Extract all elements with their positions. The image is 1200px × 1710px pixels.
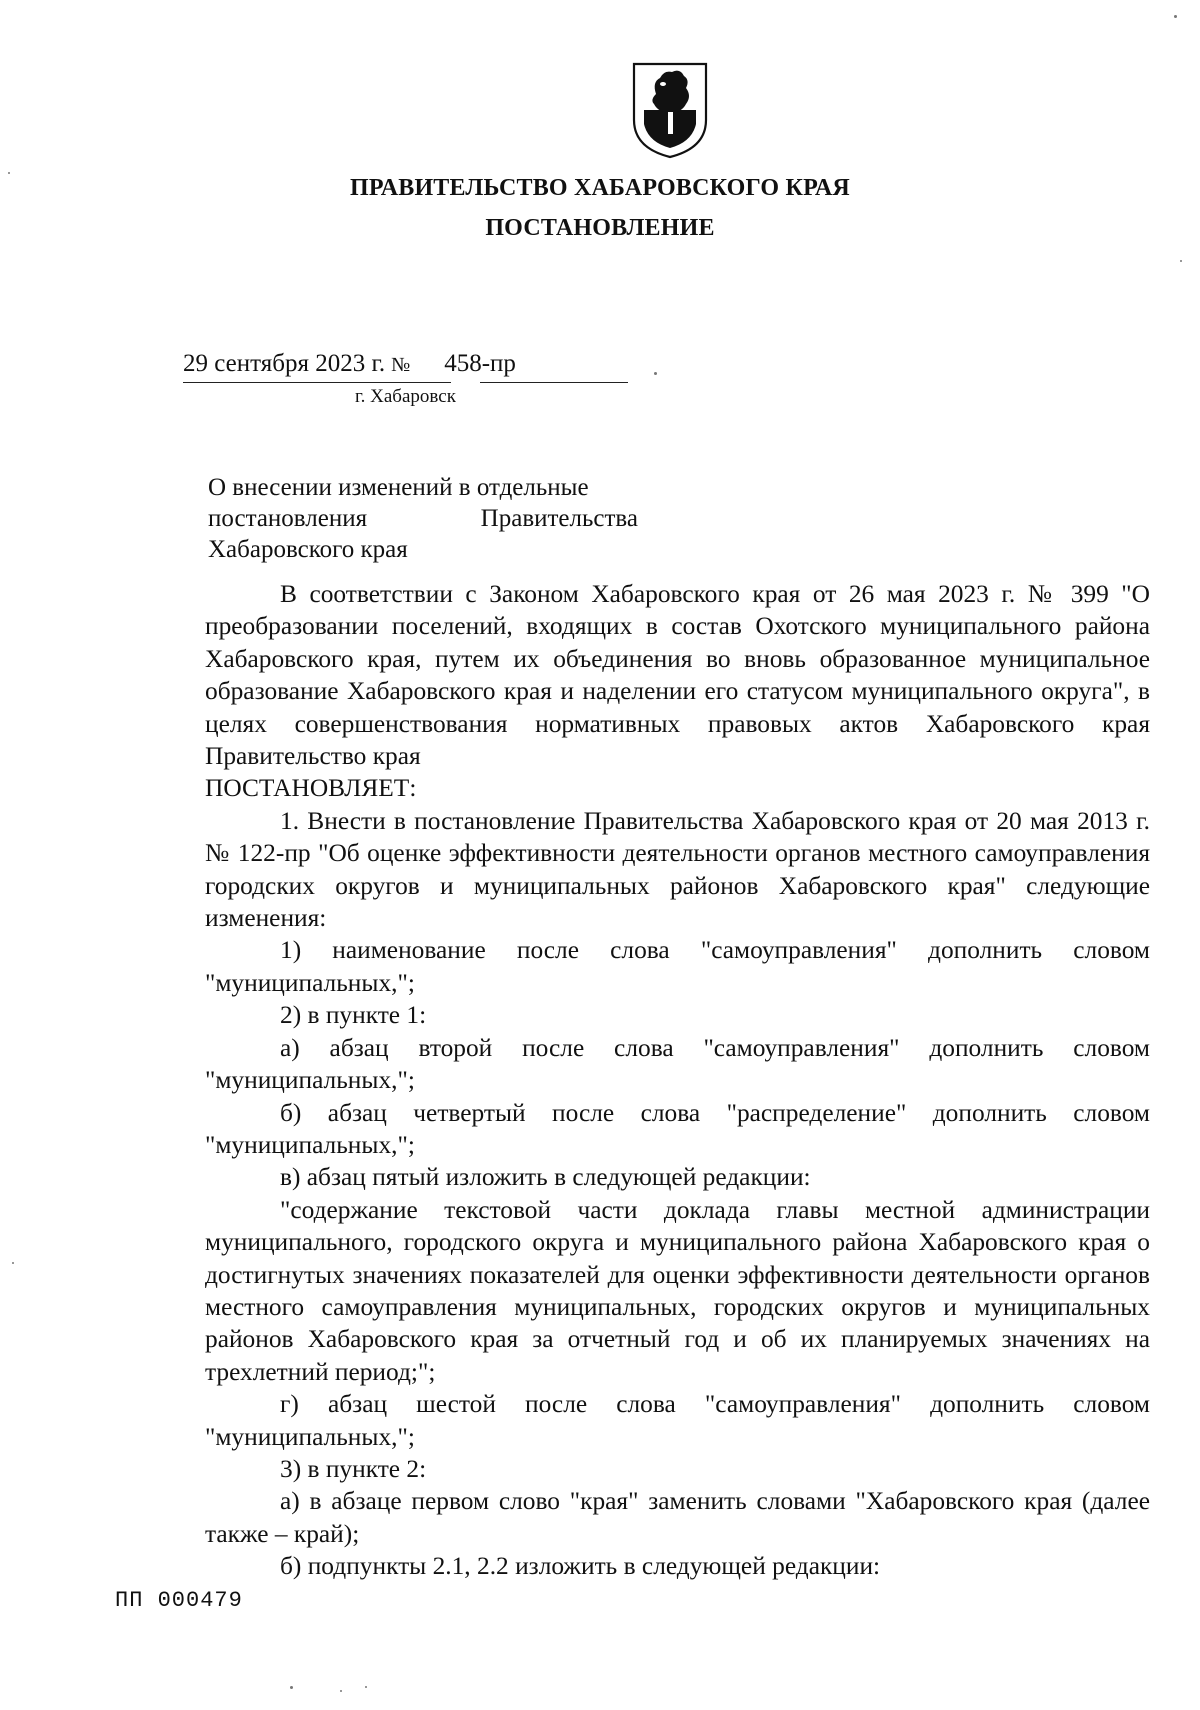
subject-line: О внесении изменений в отдельные	[208, 474, 589, 501]
scan-speck	[290, 1686, 293, 1689]
scan-speck	[654, 372, 657, 375]
document-subject	[208, 472, 638, 565]
scan-speck	[365, 1686, 367, 1688]
date-number-line	[183, 350, 516, 378]
preamble-paragraph: В соответствии с Законом Хабаровского края от 26 мая 2023 г. № 399 "О преобразовании поселений, входящих в состав Охотского муниципального района Хабаровского края, путем их объединения во вновь образованное муниципальное образование Хабаровского края и наделении его статусом муниципального округа", в целях совершенствования нормативных правовых актов Хабаровского края Правительство края	[205, 580, 1150, 771]
clause-paragraph: б) подпункты 2.1, 2.2 изложить в следующей редакции:	[280, 1552, 881, 1581]
scan-speck	[1174, 15, 1177, 18]
scan-speck	[1180, 260, 1182, 262]
date-underline	[183, 382, 451, 383]
resolves-heading: ПОСТАНОВЛЯЕТ:	[205, 774, 417, 803]
scan-speck	[12, 1262, 14, 1264]
clause-paragraph: а) в абзаце первом слово "края" заменить словами "Хабаровского края (далее также – край);	[205, 1487, 1150, 1548]
coat-of-arms-emblem	[630, 60, 710, 160]
clause-paragraph: г) абзац шестой после слова "самоуправления" дополнить словом "муниципальных,";	[205, 1390, 1150, 1451]
clause-paragraph: 1) наименование после слова "самоуправления" дополнить словом "муниципальных,";	[205, 936, 1150, 997]
form-code: ПП 000479	[115, 1588, 243, 1613]
subject-word: Правительства	[480, 505, 638, 532]
clause-paragraph: а) абзац второй после слова "самоуправления" дополнить словом "муниципальных,";	[205, 1033, 1150, 1095]
organization-name: ПРАВИТЕЛЬСТВО ХАБАРОВСКОГО КРАЯ	[350, 175, 850, 201]
scan-speck	[8, 172, 10, 174]
city-name: г. Хабаровск	[355, 386, 456, 407]
document-date: 29 сентября 2023 г.	[183, 350, 386, 377]
quoted-paragraph: "содержание текстовой части доклада главы местной администрации муниципального, городского округа и муниципального района Хабаровского края о достигнутых значениях показателей для оценки эффективности деятельности органов местного самоуправления муниципальных, городских округов и муниципальных районов Хабаровского края за отчетный год и об их планируемых значениях на трехлетний период;";	[205, 1195, 1150, 1386]
clause-paragraph: 1. Внести в постановление Правительства Хабаровского края от 20 мая 2013 г. № 122-пр "Об оценке эффективности деятельности органов местного самоуправления городских округов и муниципальных районов Хабаровского края" следующие изменения:	[205, 806, 1150, 933]
subject-line	[208, 503, 638, 534]
number-underline	[480, 382, 628, 383]
document-number: 458-пр	[444, 350, 516, 377]
clause-paragraph: 2) в пункте 1:	[280, 1001, 427, 1030]
clause-paragraph: 3) в пункте 2:	[280, 1454, 427, 1483]
document-body	[205, 578, 1150, 1583]
document-type-title: ПОСТАНОВЛЕНИЕ	[485, 215, 715, 241]
clause-paragraph: в) абзац пятый изложить в следующей редакции:	[280, 1163, 811, 1192]
number-sign: №	[391, 354, 411, 376]
clause-paragraph: б) абзац четвертый после слова "распределение" дополнить словом "муниципальных,";	[205, 1098, 1150, 1159]
subject-word: постановления	[208, 505, 368, 532]
subject-line: Хабаровского края	[208, 536, 408, 563]
scan-speck	[340, 1690, 342, 1692]
